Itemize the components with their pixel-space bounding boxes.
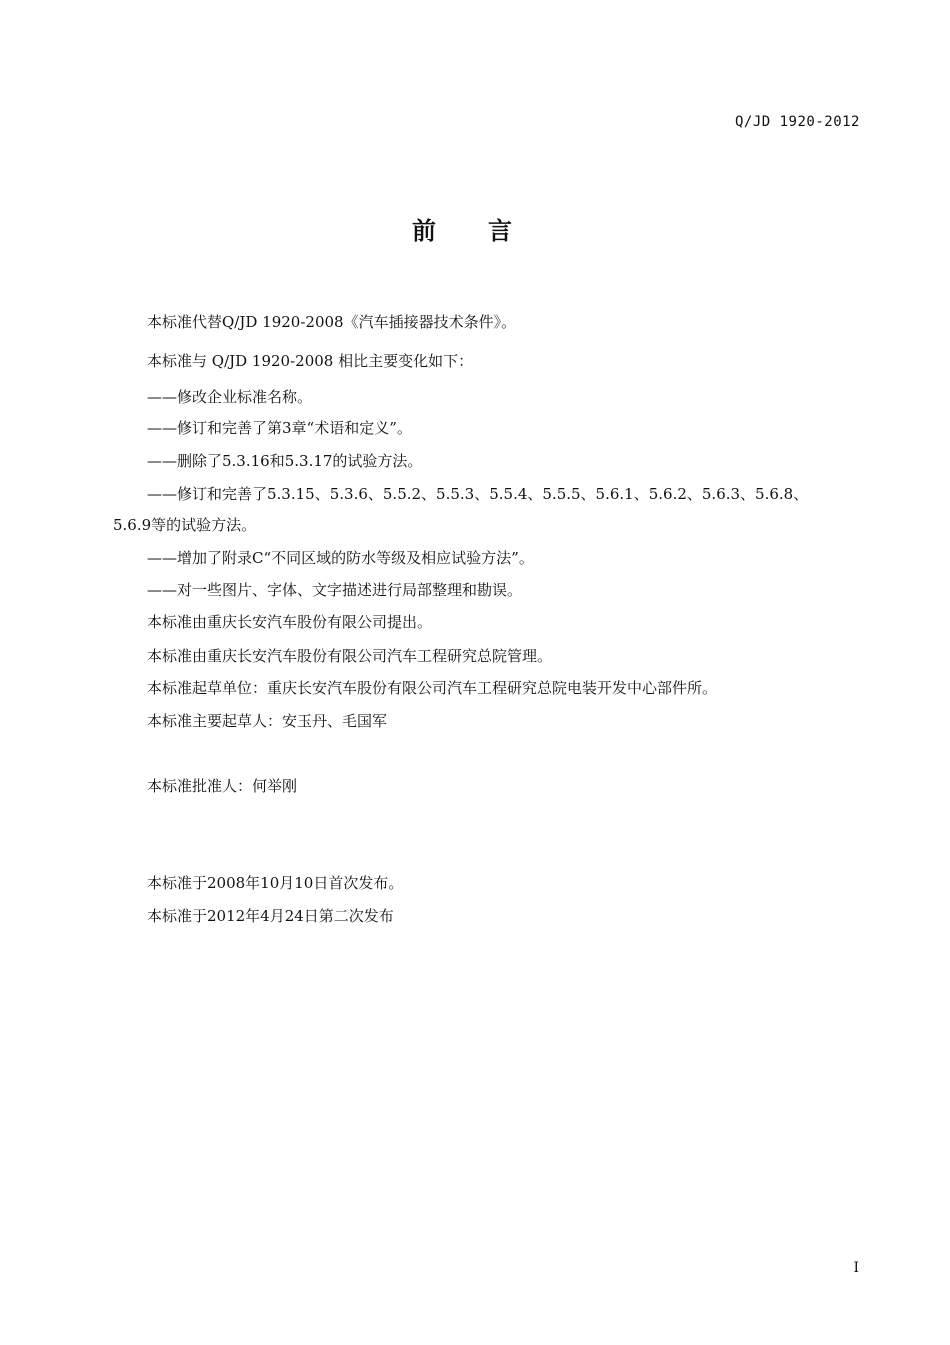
paragraph-approver: 本标准批准人：何举刚 (147, 777, 298, 795)
change-item-name: ——修改企业标准名称。 (147, 388, 313, 406)
change-item-terms: ——修订和完善了第3章“术语和定义”。 (147, 419, 412, 437)
doc-code: Q/JD 1920-2012 (734, 114, 860, 130)
paragraph-proposer: 本标准由重庆长安汽车股份有限公司提出。 (147, 613, 433, 631)
change-item-corrections: ——对一些图片、字体、文字描述进行局部整理和勘误。 (147, 581, 523, 599)
paragraph-manager: 本标准由重庆长安汽车股份有限公司汽车工程研究总院管理。 (147, 647, 553, 665)
change-item-revised: ——修订和完善了5.3.15、5.3.6、5.5.2、5.5.3、5.5.4、5.5.5、5.6.1、5.6.2、5.6.3、5.6.8、 (147, 485, 809, 503)
change-item-appendix: ——增加了附录C“不同区域的防水等级及相应试验方法”。 (147, 549, 534, 567)
paragraph-changes-intro: 本标准与 Q/JD 1920-2008 相比主要变化如下： (147, 352, 474, 370)
paragraph-second-release: 本标准于2012年4月24日第二次发布 (147, 907, 394, 925)
paragraph-drafting-unit: 本标准起草单位：重庆长安汽车股份有限公司汽车工程研究总院电装开发中心部件所。 (147, 679, 718, 697)
page-title: 前言 (412, 217, 564, 245)
paragraph-replaces: 本标准代替Q/JD 1920-2008《汽车插接器技术条件》。 (147, 313, 517, 331)
change-item-deleted: ——删除了5.3.16和5.3.17的试验方法。 (147, 452, 423, 470)
change-item-revised-cont: 5.6.9等的试验方法。 (113, 516, 257, 534)
paragraph-drafters: 本标准主要起草人：安玉丹、毛国军 (147, 712, 388, 730)
paragraph-first-release: 本标准于2008年10月10日首次发布。 (147, 874, 404, 892)
page-number: I (853, 1260, 859, 1276)
